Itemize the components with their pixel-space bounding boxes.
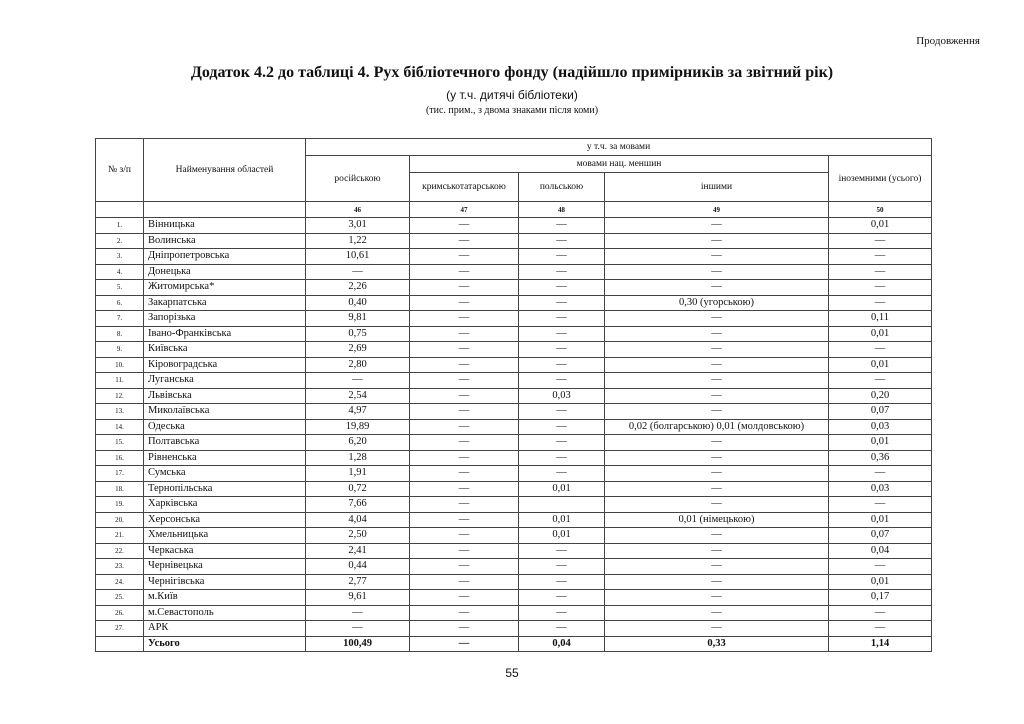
cell-other: 0,02 (болгарською) 0,01 (молдовською) xyxy=(605,419,829,435)
row-number: 13. xyxy=(96,404,144,420)
cell-polish: — xyxy=(519,295,605,311)
column-number-blank xyxy=(144,202,306,218)
cell-other: — xyxy=(605,264,829,280)
table-row xyxy=(96,435,932,451)
region-name: Чернівецька xyxy=(144,559,306,575)
region-name: Тернопільська xyxy=(144,481,306,497)
cell-other: — xyxy=(605,574,829,590)
cell-crimean-tatar: — xyxy=(410,218,519,234)
cell-other: — xyxy=(605,559,829,575)
table-row xyxy=(96,311,932,327)
region-name: Хмельницька xyxy=(144,528,306,544)
row-number: 25. xyxy=(96,590,144,606)
cell-foreign: — xyxy=(829,559,932,575)
cell-foreign: 0,07 xyxy=(829,404,932,420)
cell-polish: — xyxy=(519,264,605,280)
cell-crimean-tatar: — xyxy=(410,435,519,451)
cell-russian: 9,81 xyxy=(306,311,410,327)
cell-other: — xyxy=(605,404,829,420)
table-row xyxy=(96,419,932,435)
cell-russian: 7,66 xyxy=(306,497,410,513)
region-name: м.Севастополь xyxy=(144,605,306,621)
cell-crimean-tatar: — xyxy=(410,357,519,373)
cell-polish: — xyxy=(519,419,605,435)
row-number: 27. xyxy=(96,621,144,637)
cell-russian: 0,40 xyxy=(306,295,410,311)
cell-crimean-tatar: — xyxy=(410,605,519,621)
cell-polish: — xyxy=(519,342,605,358)
cell-foreign: 0,17 xyxy=(829,590,932,606)
row-number: 5. xyxy=(96,280,144,296)
page-subtitle: (у т.ч. дитячі бібліотеки) xyxy=(446,88,578,102)
row-number: 17. xyxy=(96,466,144,482)
cell-foreign: 0,01 xyxy=(829,435,932,451)
cell-crimean-tatar: — xyxy=(410,543,519,559)
region-name: Кіровоградська xyxy=(144,357,306,373)
cell-other: — xyxy=(605,233,829,249)
cell-crimean-tatar: — xyxy=(410,636,519,652)
region-name: Житомирська* xyxy=(144,280,306,296)
row-number: 8. xyxy=(96,326,144,342)
column-number: 47 xyxy=(410,202,519,218)
cell-polish: — xyxy=(519,233,605,249)
cell-foreign: — xyxy=(829,280,932,296)
cell-crimean-tatar: — xyxy=(410,466,519,482)
table-row xyxy=(96,249,932,265)
table-row xyxy=(96,233,932,249)
cell-russian: 0,72 xyxy=(306,481,410,497)
table-row xyxy=(96,280,932,296)
cell-polish: — xyxy=(519,466,605,482)
column-number: 49 xyxy=(605,202,829,218)
row-number: 23. xyxy=(96,559,144,575)
table-row xyxy=(96,574,932,590)
row-number: 20. xyxy=(96,512,144,528)
row-number: 22. xyxy=(96,543,144,559)
row-number: 15. xyxy=(96,435,144,451)
header-polish: польською xyxy=(519,173,605,202)
cell-russian: 2,69 xyxy=(306,342,410,358)
cell-other: 0,30 (угорською) xyxy=(605,295,829,311)
cell-crimean-tatar: — xyxy=(410,295,519,311)
row-number: 10. xyxy=(96,357,144,373)
region-name: Івано-Франківська xyxy=(144,326,306,342)
cell-russian: 0,75 xyxy=(306,326,410,342)
table-row xyxy=(96,404,932,420)
row-number: 2. xyxy=(96,233,144,249)
table-row xyxy=(96,621,932,637)
table-row xyxy=(96,590,932,606)
column-number: 50 xyxy=(829,202,932,218)
cell-foreign: 1,14 xyxy=(829,636,932,652)
cell-foreign: 0,07 xyxy=(829,528,932,544)
cell-other: — xyxy=(605,481,829,497)
cell-other: — xyxy=(605,388,829,404)
cell-polish: — xyxy=(519,218,605,234)
cell-polish: — xyxy=(519,574,605,590)
cell-other: — xyxy=(605,466,829,482)
row-number: 7. xyxy=(96,311,144,327)
cell-polish: — xyxy=(519,311,605,327)
cell-crimean-tatar: — xyxy=(410,311,519,327)
cell-crimean-tatar: — xyxy=(410,621,519,637)
cell-other: — xyxy=(605,497,829,513)
header-crimean-tatar: кримськотатарською xyxy=(410,173,519,202)
header-by-language: у т.ч. за мовами xyxy=(306,139,932,156)
table-row xyxy=(96,295,932,311)
region-name: Сумська xyxy=(144,466,306,482)
row-number: 26. xyxy=(96,605,144,621)
library-fund-table xyxy=(95,138,932,652)
cell-foreign: — xyxy=(829,373,932,389)
cell-foreign: 0,04 xyxy=(829,543,932,559)
cell-crimean-tatar: — xyxy=(410,280,519,296)
cell-foreign: 0,36 xyxy=(829,450,932,466)
cell-russian: — xyxy=(306,621,410,637)
cell-russian: — xyxy=(306,264,410,280)
region-name: Харківська xyxy=(144,497,306,513)
cell-russian: 4,97 xyxy=(306,404,410,420)
cell-foreign: — xyxy=(829,497,932,513)
column-number: 46 xyxy=(306,202,410,218)
cell-russian: — xyxy=(306,373,410,389)
cell-foreign: — xyxy=(829,605,932,621)
header-number: № з/п xyxy=(96,139,144,202)
table-total-row xyxy=(96,636,932,652)
cell-russian: 9,61 xyxy=(306,590,410,606)
row-number: 12. xyxy=(96,388,144,404)
cell-crimean-tatar: — xyxy=(410,574,519,590)
cell-polish xyxy=(519,497,605,513)
region-name: Дніпропетровська xyxy=(144,249,306,265)
cell-foreign: 0,01 xyxy=(829,512,932,528)
cell-foreign: 0,11 xyxy=(829,311,932,327)
header-foreign: іноземними (усього) xyxy=(829,156,932,202)
cell-polish: — xyxy=(519,373,605,389)
table-row xyxy=(96,326,932,342)
row-number xyxy=(96,636,144,652)
region-name: Чернігівська xyxy=(144,574,306,590)
cell-russian: — xyxy=(306,605,410,621)
cell-polish: — xyxy=(519,543,605,559)
cell-polish: — xyxy=(519,249,605,265)
cell-foreign: — xyxy=(829,295,932,311)
cell-polish: — xyxy=(519,357,605,373)
cell-crimean-tatar: — xyxy=(410,590,519,606)
table-row xyxy=(96,450,932,466)
cell-polish: 0,01 xyxy=(519,481,605,497)
row-number: 9. xyxy=(96,342,144,358)
table-row xyxy=(96,357,932,373)
row-number: 24. xyxy=(96,574,144,590)
header-region: Найменування областей xyxy=(144,139,306,202)
table-row xyxy=(96,373,932,389)
cell-polish: 0,04 xyxy=(519,636,605,652)
table-row xyxy=(96,218,932,234)
cell-russian: 1,22 xyxy=(306,233,410,249)
cell-russian: 2,41 xyxy=(306,543,410,559)
cell-other: — xyxy=(605,218,829,234)
cell-polish: — xyxy=(519,559,605,575)
cell-foreign: 0,03 xyxy=(829,481,932,497)
cell-russian: 19,89 xyxy=(306,419,410,435)
region-name: Закарпатська xyxy=(144,295,306,311)
cell-other: — xyxy=(605,543,829,559)
cell-russian: 2,50 xyxy=(306,528,410,544)
cell-foreign: 0,01 xyxy=(829,357,932,373)
table-row xyxy=(96,497,932,513)
cell-foreign: — xyxy=(829,342,932,358)
row-number: 3. xyxy=(96,249,144,265)
cell-polish: — xyxy=(519,621,605,637)
table-row xyxy=(96,466,932,482)
cell-russian: 2,80 xyxy=(306,357,410,373)
region-name: Миколаївська xyxy=(144,404,306,420)
region-name: Львівська xyxy=(144,388,306,404)
table-row xyxy=(96,528,932,544)
table-row xyxy=(96,512,932,528)
cell-polish: — xyxy=(519,605,605,621)
cell-foreign: 0,01 xyxy=(829,574,932,590)
cell-russian: 4,04 xyxy=(306,512,410,528)
region-name: АРК xyxy=(144,621,306,637)
row-number: 21. xyxy=(96,528,144,544)
cell-russian: 1,91 xyxy=(306,466,410,482)
cell-other: — xyxy=(605,621,829,637)
cell-other: — xyxy=(605,590,829,606)
table-row xyxy=(96,559,932,575)
cell-polish: — xyxy=(519,404,605,420)
region-name: Вінницька xyxy=(144,218,306,234)
row-number: 18. xyxy=(96,481,144,497)
page-number: 55 xyxy=(505,666,519,680)
cell-other: — xyxy=(605,249,829,265)
region-name: Запорізька xyxy=(144,311,306,327)
cell-crimean-tatar: — xyxy=(410,497,519,513)
cell-foreign: — xyxy=(829,466,932,482)
table-row xyxy=(96,543,932,559)
cell-crimean-tatar: — xyxy=(410,481,519,497)
row-number: 1. xyxy=(96,218,144,234)
region-name: Київська xyxy=(144,342,306,358)
cell-other: — xyxy=(605,450,829,466)
row-number: 16. xyxy=(96,450,144,466)
cell-other: — xyxy=(605,326,829,342)
cell-russian: 2,77 xyxy=(306,574,410,590)
table-row xyxy=(96,342,932,358)
header-russian: російською xyxy=(306,156,410,202)
cell-polish: — xyxy=(519,326,605,342)
cell-crimean-tatar: — xyxy=(410,404,519,420)
cell-polish: — xyxy=(519,280,605,296)
cell-foreign: — xyxy=(829,249,932,265)
table-row xyxy=(96,605,932,621)
region-name: Волинська xyxy=(144,233,306,249)
cell-other: 0,33 xyxy=(605,636,829,652)
region-name: Одеська xyxy=(144,419,306,435)
cell-polish: 0,01 xyxy=(519,512,605,528)
cell-other: — xyxy=(605,342,829,358)
cell-polish: — xyxy=(519,450,605,466)
cell-crimean-tatar: — xyxy=(410,326,519,342)
cell-crimean-tatar: — xyxy=(410,233,519,249)
cell-russian: 2,54 xyxy=(306,388,410,404)
cell-russian: 10,61 xyxy=(306,249,410,265)
table-row xyxy=(96,264,932,280)
table-row xyxy=(96,388,932,404)
cell-other: — xyxy=(605,357,829,373)
cell-crimean-tatar: — xyxy=(410,249,519,265)
cell-other: 0,01 (німецькою) xyxy=(605,512,829,528)
cell-crimean-tatar: — xyxy=(410,264,519,280)
cell-crimean-tatar: — xyxy=(410,512,519,528)
region-name: Донецька xyxy=(144,264,306,280)
page-title: Додаток 4.2 до таблиці 4. Рух бібліотечного фонду (надійшло примірників за звітний рік) xyxy=(190,64,834,81)
cell-polish: 0,01 xyxy=(519,528,605,544)
cell-polish: — xyxy=(519,590,605,606)
column-number-blank xyxy=(96,202,144,218)
header-other: іншими xyxy=(605,173,829,202)
cell-russian: 3,01 xyxy=(306,218,410,234)
cell-foreign: 0,20 xyxy=(829,388,932,404)
table-row xyxy=(96,481,932,497)
cell-other: — xyxy=(605,280,829,296)
cell-russian: 2,26 xyxy=(306,280,410,296)
cell-other: — xyxy=(605,373,829,389)
cell-other: — xyxy=(605,605,829,621)
cell-russian: 6,20 xyxy=(306,435,410,451)
cell-crimean-tatar: — xyxy=(410,342,519,358)
cell-crimean-tatar: — xyxy=(410,559,519,575)
row-number: 14. xyxy=(96,419,144,435)
region-name: Полтавська xyxy=(144,435,306,451)
region-name: Черкаська xyxy=(144,543,306,559)
row-number: 11. xyxy=(96,373,144,389)
cell-foreign: — xyxy=(829,233,932,249)
region-name: м.Київ xyxy=(144,590,306,606)
header-minorities: мовами нац. меншин xyxy=(410,156,829,173)
cell-foreign: 0,01 xyxy=(829,218,932,234)
cell-russian: 0,44 xyxy=(306,559,410,575)
column-number: 48 xyxy=(519,202,605,218)
cell-russian: 1,28 xyxy=(306,450,410,466)
cell-crimean-tatar: — xyxy=(410,450,519,466)
table-body xyxy=(96,218,932,652)
cell-russian: 100,49 xyxy=(306,636,410,652)
cell-foreign: 0,01 xyxy=(829,326,932,342)
row-number: 4. xyxy=(96,264,144,280)
cell-other: — xyxy=(605,528,829,544)
cell-other: — xyxy=(605,435,829,451)
row-number: 19. xyxy=(96,497,144,513)
cell-foreign: 0,03 xyxy=(829,419,932,435)
region-name: Луганська xyxy=(144,373,306,389)
cell-foreign: — xyxy=(829,264,932,280)
cell-other: — xyxy=(605,311,829,327)
cell-polish: 0,03 xyxy=(519,388,605,404)
cell-crimean-tatar: — xyxy=(410,388,519,404)
continuation-label: Продовження xyxy=(916,35,980,47)
cell-polish: — xyxy=(519,435,605,451)
row-number: 6. xyxy=(96,295,144,311)
region-name: Усього xyxy=(144,636,306,652)
region-name: Херсонська xyxy=(144,512,306,528)
units-note: (тис. прим., з двома знаками після коми) xyxy=(425,105,599,116)
region-name: Рівненська xyxy=(144,450,306,466)
cell-foreign: — xyxy=(829,621,932,637)
cell-crimean-tatar: — xyxy=(410,419,519,435)
cell-crimean-tatar: — xyxy=(410,528,519,544)
cell-crimean-tatar: — xyxy=(410,373,519,389)
